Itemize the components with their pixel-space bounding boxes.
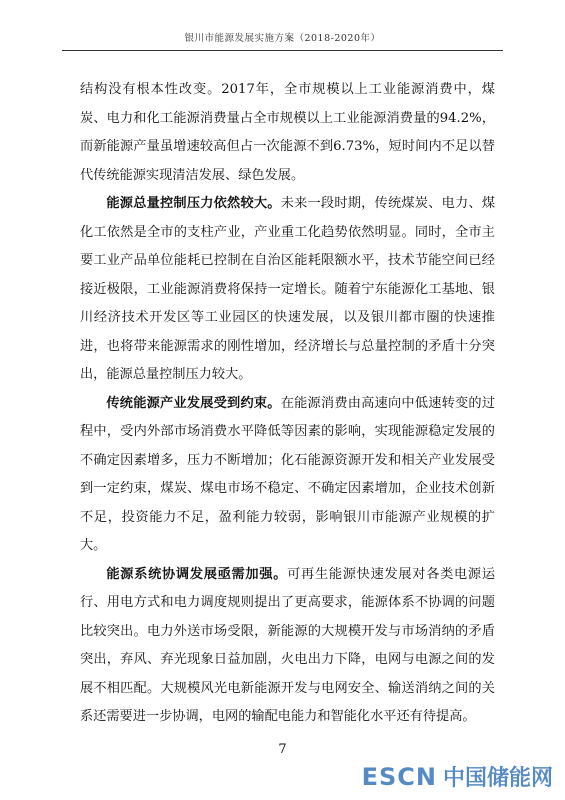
watermark-cn: 中国储能网 [442,766,553,791]
page-number: 7 [278,742,287,757]
watermark-latin: ESCN [361,763,437,791]
paragraph-text: 结构没有根本性改变。2017年，全市规模以上工业能源消费中，煤炭、电力和化工能源消费量占全市规模以上工业能源消费量的94.2%，而新能源产量虽增速较高但占一次能源不到6.73%，短时间内不足以替代传统能源实现清洁发展、绿色发展。 [80,82,495,183]
paragraph-traditional-energy [80,390,495,561]
paragraph-text: 在能源消费由高速向中低速转变的过程中，受内外部市场消费水平降低等因素的影响，实现能源稳定发展的不确定因素增多，压力不断增加；化石能源资源开发和相关产业发展受到一定约束，煤炭、煤电市场不稳定、不确定因素增加，企业技术创新不足，投资能力不足，盈利能力较弱，影响银川市能源产业规模的扩大。 [80,395,496,553]
paragraph-system-coordination [80,561,495,732]
paragraph-text: 可再生能源快速发展对各类电源运行、用电方式和电力调度规则提出了更高要求，能源体系不协调的问题比较突出。电力外送市场受限，新能源的大规模开发与市场消纳的矛盾突出，弃风、弃光现象日益加剧，火电出力下降，电网与电源之间的发展不相匹配。大规模风光电新能源开发与电网安全、输送消纳之间的关系还需要进一步协调，电网的输配电能力和智能化水平还有待提高。 [80,566,496,724]
paragraph-lead-heading: 能源总量控制压力依然较大。 [106,196,281,211]
running-header: 银川市能源发展实施方案（2018-2020年） [62,30,503,51]
paragraph-lead-heading: 能源系统协调发展亟需加强。 [106,566,288,582]
paragraph-text: 未来一段时期，传统煤炭、电力、煤化工依然是全市的支柱产业，产业重工化趋势依然明显。同时，全市主要工业产品单位能耗已控制在自治区能耗限额水平，技术节能空间已经接近极限，工业能源消费将保持一定增长。随着宁东能源化工基地、银川经济技术开发区等工业园区的快速发展，以及银川都市圈的快速推进，也将带来能源需求的刚性增加，经济增长与总量控制的矛盾十分突出，能源总量控制压力较大。 [80,196,496,382]
paragraph-continuation [80,76,495,190]
watermark-logo [362,761,553,792]
document-body [80,76,495,732]
paragraph-energy-total-control [80,190,495,390]
paragraph-lead-heading: 传统能源产业发展受到约束。 [106,395,281,411]
